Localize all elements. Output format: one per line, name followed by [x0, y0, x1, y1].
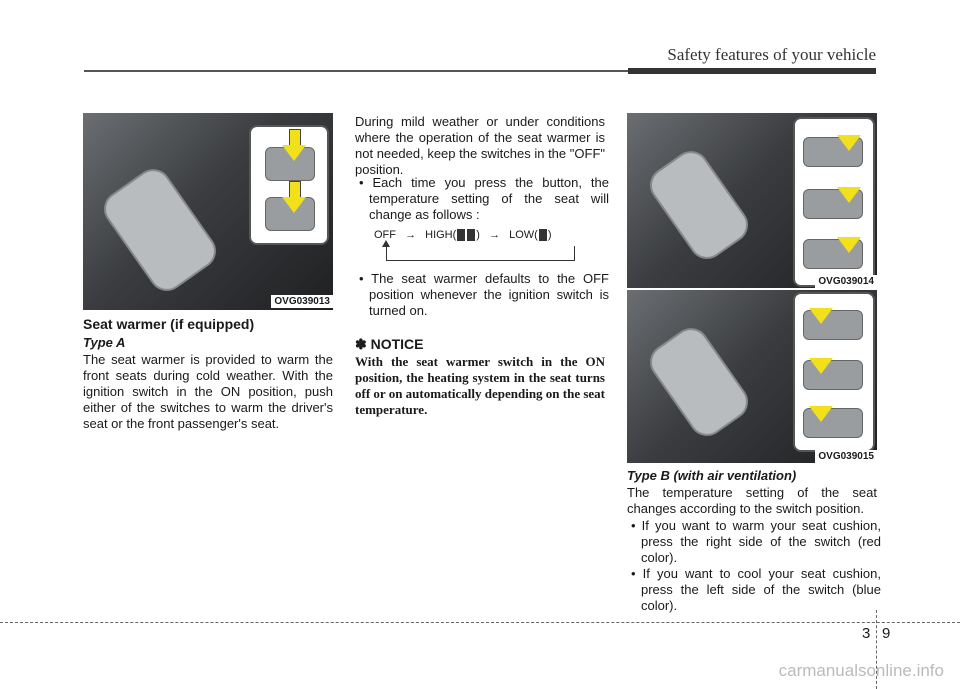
section-heading: Seat warmer (if equipped) — [83, 316, 255, 332]
seat-switch-panel — [643, 321, 755, 443]
seq-arrow: → — [405, 229, 417, 241]
bullet-cool-cushion: • If you want to cool your seat cushion, press the left side of the switch (blue color). — [631, 566, 881, 613]
watermark: carmanualsonline.info — [778, 661, 944, 680]
bullet-warm-cushion: • If you want to warm your seat cushion, press the right side of the switch (red color). — [631, 518, 881, 565]
notice-body: With the seat warmer switch in the ON position, the heating system in the seat turns off or on automatically depending on the seat temperature. — [355, 354, 606, 417]
inset-switch-box — [793, 292, 875, 452]
inset-switch-box — [249, 125, 329, 245]
arrow-down-icon — [809, 358, 833, 374]
heat-indicator-high-icon — [456, 229, 476, 241]
seq-high: HIGH( — [425, 229, 457, 241]
arrow-down-icon — [282, 197, 306, 213]
arrow-down-icon — [837, 187, 861, 203]
figure-label: OVG039014 — [815, 275, 877, 288]
inset-switch-box — [793, 117, 875, 287]
seq-close: ) — [476, 229, 480, 241]
sequence-loop-line — [386, 246, 575, 261]
arrow-down-icon — [837, 237, 861, 253]
figure-seat-switch-heat — [627, 113, 877, 288]
header-rule — [84, 70, 628, 72]
type-a-paragraph: The seat warmer is provided to warm the front seats during cold weather. With the ignition switch in the ON position, push either of the switches to warm the driver's seat or the front passenger's seat. — [83, 352, 333, 431]
figure-label: OVG039015 — [815, 450, 877, 463]
bullet-default-off: • The seat warmer defaults to the OFF position whenever the ignition switch is turned on. — [359, 271, 609, 318]
arrow-down-icon — [809, 406, 833, 422]
seq-low: LOW( — [509, 229, 538, 241]
type-b-heading: Type B (with air ventilation) — [627, 468, 797, 483]
bullet-press-button: • Each time you press the button, the temperature setting of the seat will change as follows : — [359, 175, 609, 222]
page-number: 9 — [882, 625, 891, 642]
seq-arrow: → — [489, 229, 501, 241]
arrow-down-icon — [809, 308, 833, 324]
chapter-number: 3 — [862, 625, 871, 642]
figure-label: OVG039013 — [271, 295, 333, 308]
seq-off: OFF — [374, 229, 396, 241]
arrow-down-icon — [282, 145, 306, 161]
header-title: Safety features of your vehicle — [667, 45, 876, 64]
arrow-down-icon — [837, 135, 861, 151]
seat-switch-panel — [97, 162, 223, 298]
seq-close: ) — [547, 229, 552, 241]
footer-rule — [0, 622, 960, 623]
type-a-heading: Type A — [83, 335, 126, 350]
mild-weather-paragraph: During mild weather or under conditions where the operation of the seat warmer is not needed, keep the switches in the "OFF" position. — [355, 114, 605, 177]
seat-switch-panel — [643, 144, 755, 266]
heat-indicator-low-icon — [538, 229, 548, 241]
figure-seat-warmer-type-a — [83, 113, 333, 310]
figure-seat-switch-cool — [627, 290, 877, 463]
header-rule-accent — [628, 68, 876, 74]
type-b-paragraph: The temperature setting of the seat changes according to the switch position. — [627, 485, 877, 516]
notice-title: ✽ NOTICE — [355, 336, 424, 352]
temperature-sequence — [374, 229, 552, 241]
sequence-loop-arrow-icon — [382, 240, 390, 247]
